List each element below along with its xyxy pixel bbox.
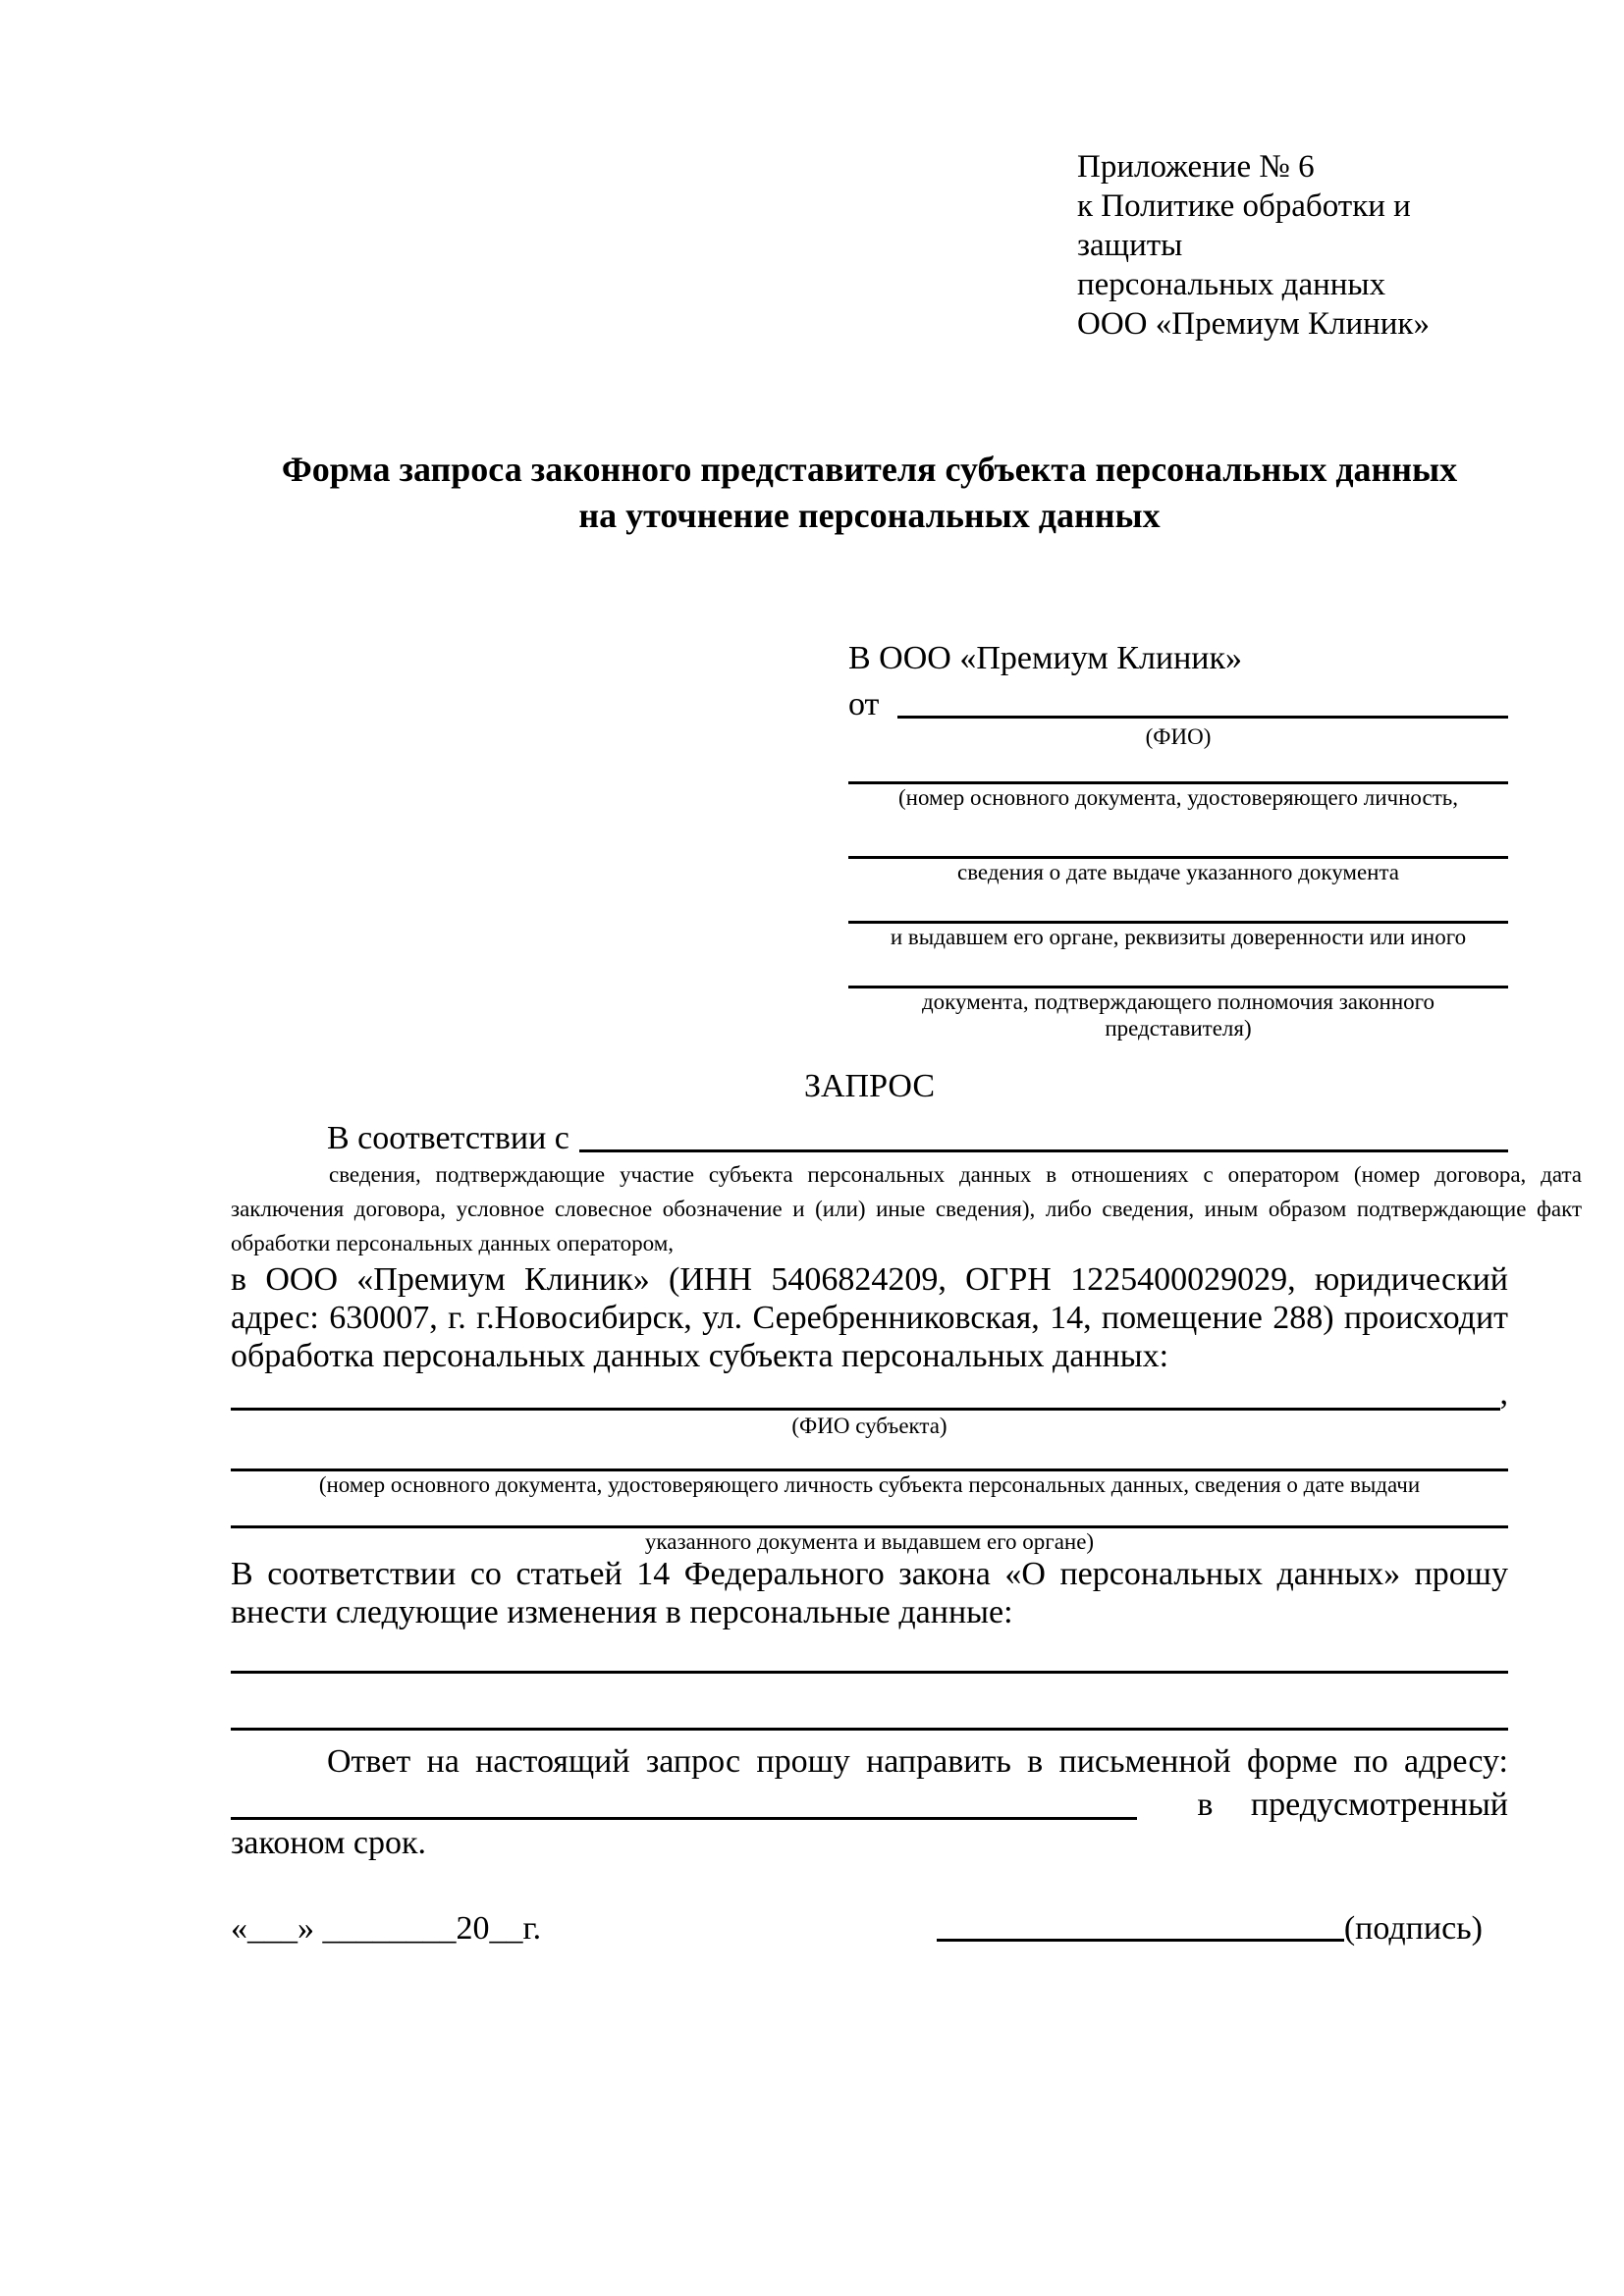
subject-fio-comma: , (1499, 1375, 1508, 1412)
footer-row (231, 1909, 1508, 1948)
law-paragraph-line-1: В соответствии со статьей 14 Федерального закона «О персональных данных» прошу (231, 1556, 1508, 1592)
intro-footnote: сведения, подтверждающие участие субъекта персональных данных в отношениях с оператором (номер договора, дата заключения договора, условное словесное обозначение и (или) иные сведения), либо сведения, иным образом подтверждающие факт обработки персональных данных оператором, (231, 1162, 1582, 1255)
doc-number-field-line (848, 750, 1508, 784)
subject-fio-row (231, 1375, 1508, 1413)
title-line-2: на уточнение персональных данных (578, 496, 1161, 535)
subject-fio-caption: (ФИО субъекта) (791, 1414, 947, 1438)
addressee-company: В ООО «Премиум Клиник» (848, 640, 1243, 676)
signature-caption: (подпись) (1343, 1910, 1483, 1947)
issue-date-field-line (848, 811, 1508, 859)
intro-row (231, 1114, 1508, 1157)
subject-doc-caption-1: (номер основного документа, удостоверяющего личность субъекта персональных данных, сведения о дате выдачи (318, 1472, 1421, 1497)
answer-paragraph-line-3: законом срок. (231, 1825, 426, 1861)
answer-address-field-line (231, 1817, 1137, 1820)
authority-doc-field-line (848, 950, 1508, 988)
from-label: от (848, 686, 888, 722)
date-blank-line: «___» ________20__г. (231, 1910, 542, 1947)
issue-date-caption: сведения о дате выдаче указанного документа (956, 860, 1400, 884)
relation-field-line (579, 1149, 1508, 1152)
fio-caption: (ФИО) (1145, 724, 1212, 749)
from-row (848, 680, 1508, 723)
issuing-authority-field-line (848, 885, 1508, 924)
annex-block (1077, 147, 1508, 344)
changes-field-line-1 (231, 1643, 1508, 1674)
intro-prefix: В соответствии с (327, 1120, 569, 1156)
addressee-block (848, 637, 1508, 1041)
annex-line: Приложение № 6 (1077, 149, 1315, 185)
subject-doc-caption-2: указанного документа и выдавшем его органе) (644, 1529, 1095, 1554)
document-title (231, 447, 1508, 539)
subject-doc-field-line (231, 1439, 1508, 1471)
answer-address-row (231, 1781, 1508, 1824)
fio-field-line (897, 716, 1508, 719)
law-paragraph-line-2: внести следующие изменения в персональные данные: (231, 1594, 1013, 1630)
title-line-1: Форма запроса законного представителя субъекта персональных данных (281, 450, 1458, 489)
operator-paragraph: в ООО «Премиум Клиник» (ИНН 5406824209, ОГРН 1225400029029, юридический адрес: 630007, г. г.Новосибирск, ул. Серебренниковская, 14, помещение 288) происходит обработка персональных данных субъекта персональных данных: (231, 1261, 1508, 1374)
issuing-authority-caption: и выдавшем его органе, реквизиты доверенности или иного (890, 925, 1467, 949)
annex-line: ООО «Премиум Клиник» (1077, 306, 1430, 342)
doc-number-caption: (номер основного документа, удостоверяющего личность, (897, 785, 1458, 810)
answer-paragraph-line-1: Ответ на настоящий запрос прошу направить в письменной форме по адресу: (327, 1743, 1508, 1780)
authority-doc-caption: документа, подтверждающего полномочия законного представителя) (921, 989, 1435, 1041)
answer-paragraph-middle: в предусмотренный (1197, 1787, 1508, 1823)
request-heading: ЗАПРОС (803, 1068, 936, 1104)
signature-group (937, 1909, 1483, 1948)
signature-field-line (937, 1939, 1344, 1942)
changes-field-line-2 (231, 1674, 1508, 1731)
subject-doc-field-line-2 (231, 1498, 1508, 1528)
annex-line: к Политике обработки и защиты (1077, 188, 1411, 263)
subject-fio-field-line (231, 1408, 1500, 1411)
annex-line: персональных данных (1077, 267, 1386, 302)
